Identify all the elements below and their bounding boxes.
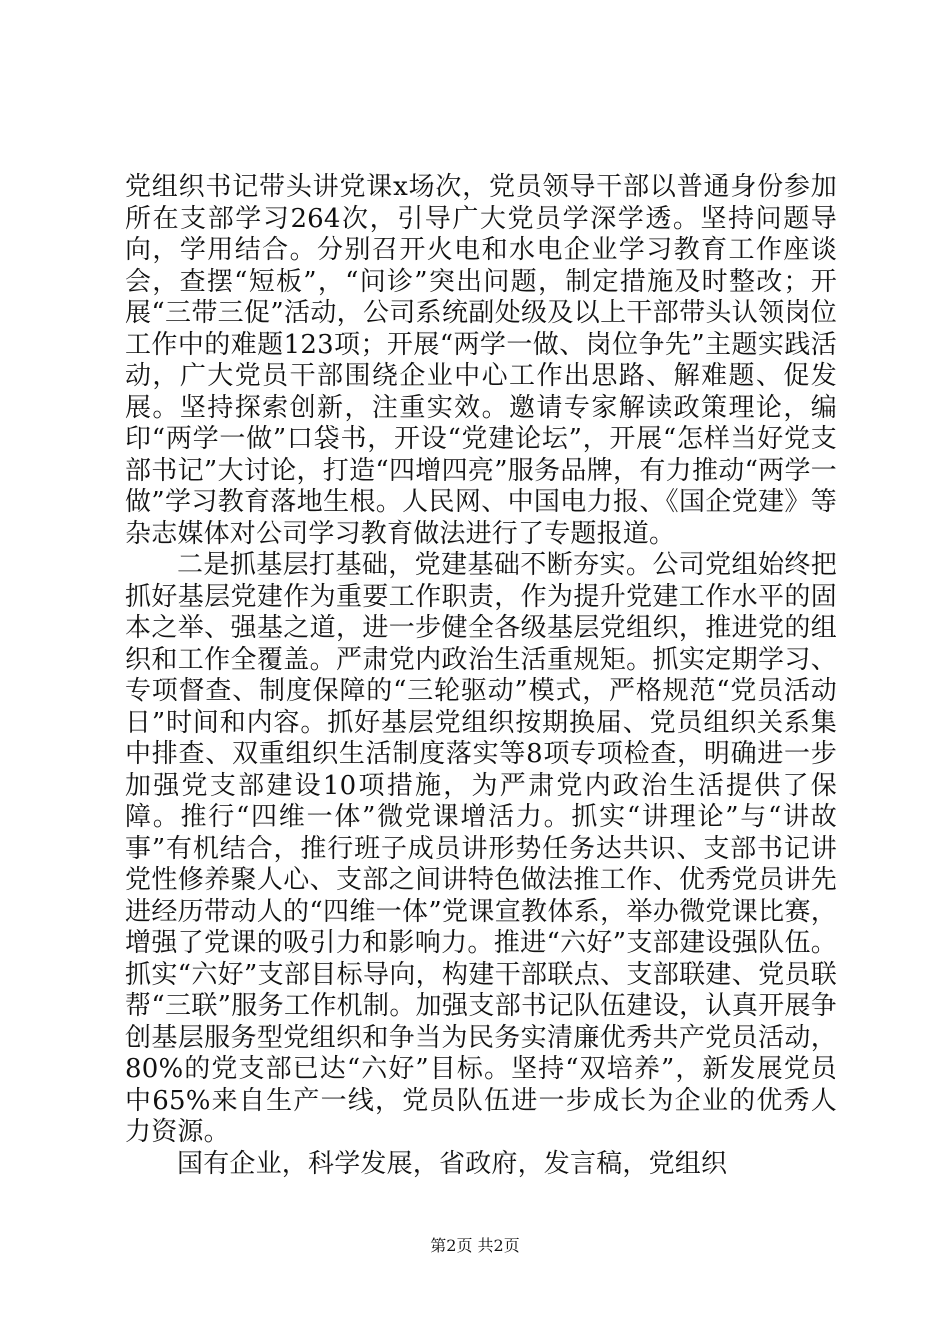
document-body [125,172,837,1180]
body-paragraph-1: 党组织书记带头讲党课x场次，党员领导干部以普通身份参加所在支部学习264次，引导广大党员学深学透。坚持问题导向，学用结合。分别召开火电和水电企业学习教育工作座谈会，查摆“短板”，“问诊”突出问题，制定措施及时整改；开展“三带三促”活动，公司系统副处级及以上干部带头认领岗位工作中的难题123项；开展“两学一做、岗位争先”主题实践活动，广大党员干部围绕企业中心工作出思路、解难题、促发展。坚持探索创新，注重实效。邀请专家解读政策理论，编印“两学一做”口袋书，开设“党建论坛”，开展“怎样当好党支部书记”大讨论，打造“四增四亮”服务品牌，有力推动“两学一做”学习教育落地生根。人民网、中国电力报、《国企党建》等杂志媒体对公司学习教育做法进行了专题报道。 [125,172,837,549]
body-paragraph-2: 二是抓基层打基础，党建基础不断夯实。公司党组始终把抓好基层党建作为重要工作职责，作为提升党建工作水平的固本之举、强基之道，进一步健全各级基层党组织，推进党的组织和工作全覆盖。严肃党内政治生活重规矩。抓实定期学习、专项督查、制度保障的“三轮驱动”模式，严格规范“党员活动日”时间和内容。抓好基层党组织按期换届、党员组织关系集中排查、双重组织生活制度落实等8项专项检查，明确进一步加强党支部建设10项措施，为严肃党内政治生活提供了保障。推行“四维一体”微党课增活力。抓实“讲理论”与“讲故事”有机结合，推行班子成员讲形势任务达共识、支部书记讲党性修养聚人心、支部之间讲特色做法推工作、优秀党员讲先进经历带动人的“四维一体”党课宣教体系，举办微党课比赛，增强了党课的吸引力和影响力。推进“六好”支部建设强队伍。抓实“六好”支部目标导向，构建干部联点、支部联建、党员联帮“三联”服务工作机制。加强支部书记队伍建设，认真开展争创基层服务型党组织和争当为民务实清廉优秀共产党员活动，80%的党支部已达“六好”目标。坚持“双培养”，新发展党员中65%来自生产一线，党员队伍进一步成长为企业的优秀人力资源。 [125,550,837,1147]
keywords-line: 国有企业，科学发展，省政府，发言稿，党组织 [177,1148,728,1179]
page-number-footer: 第2页 共2页 [430,1236,520,1255]
